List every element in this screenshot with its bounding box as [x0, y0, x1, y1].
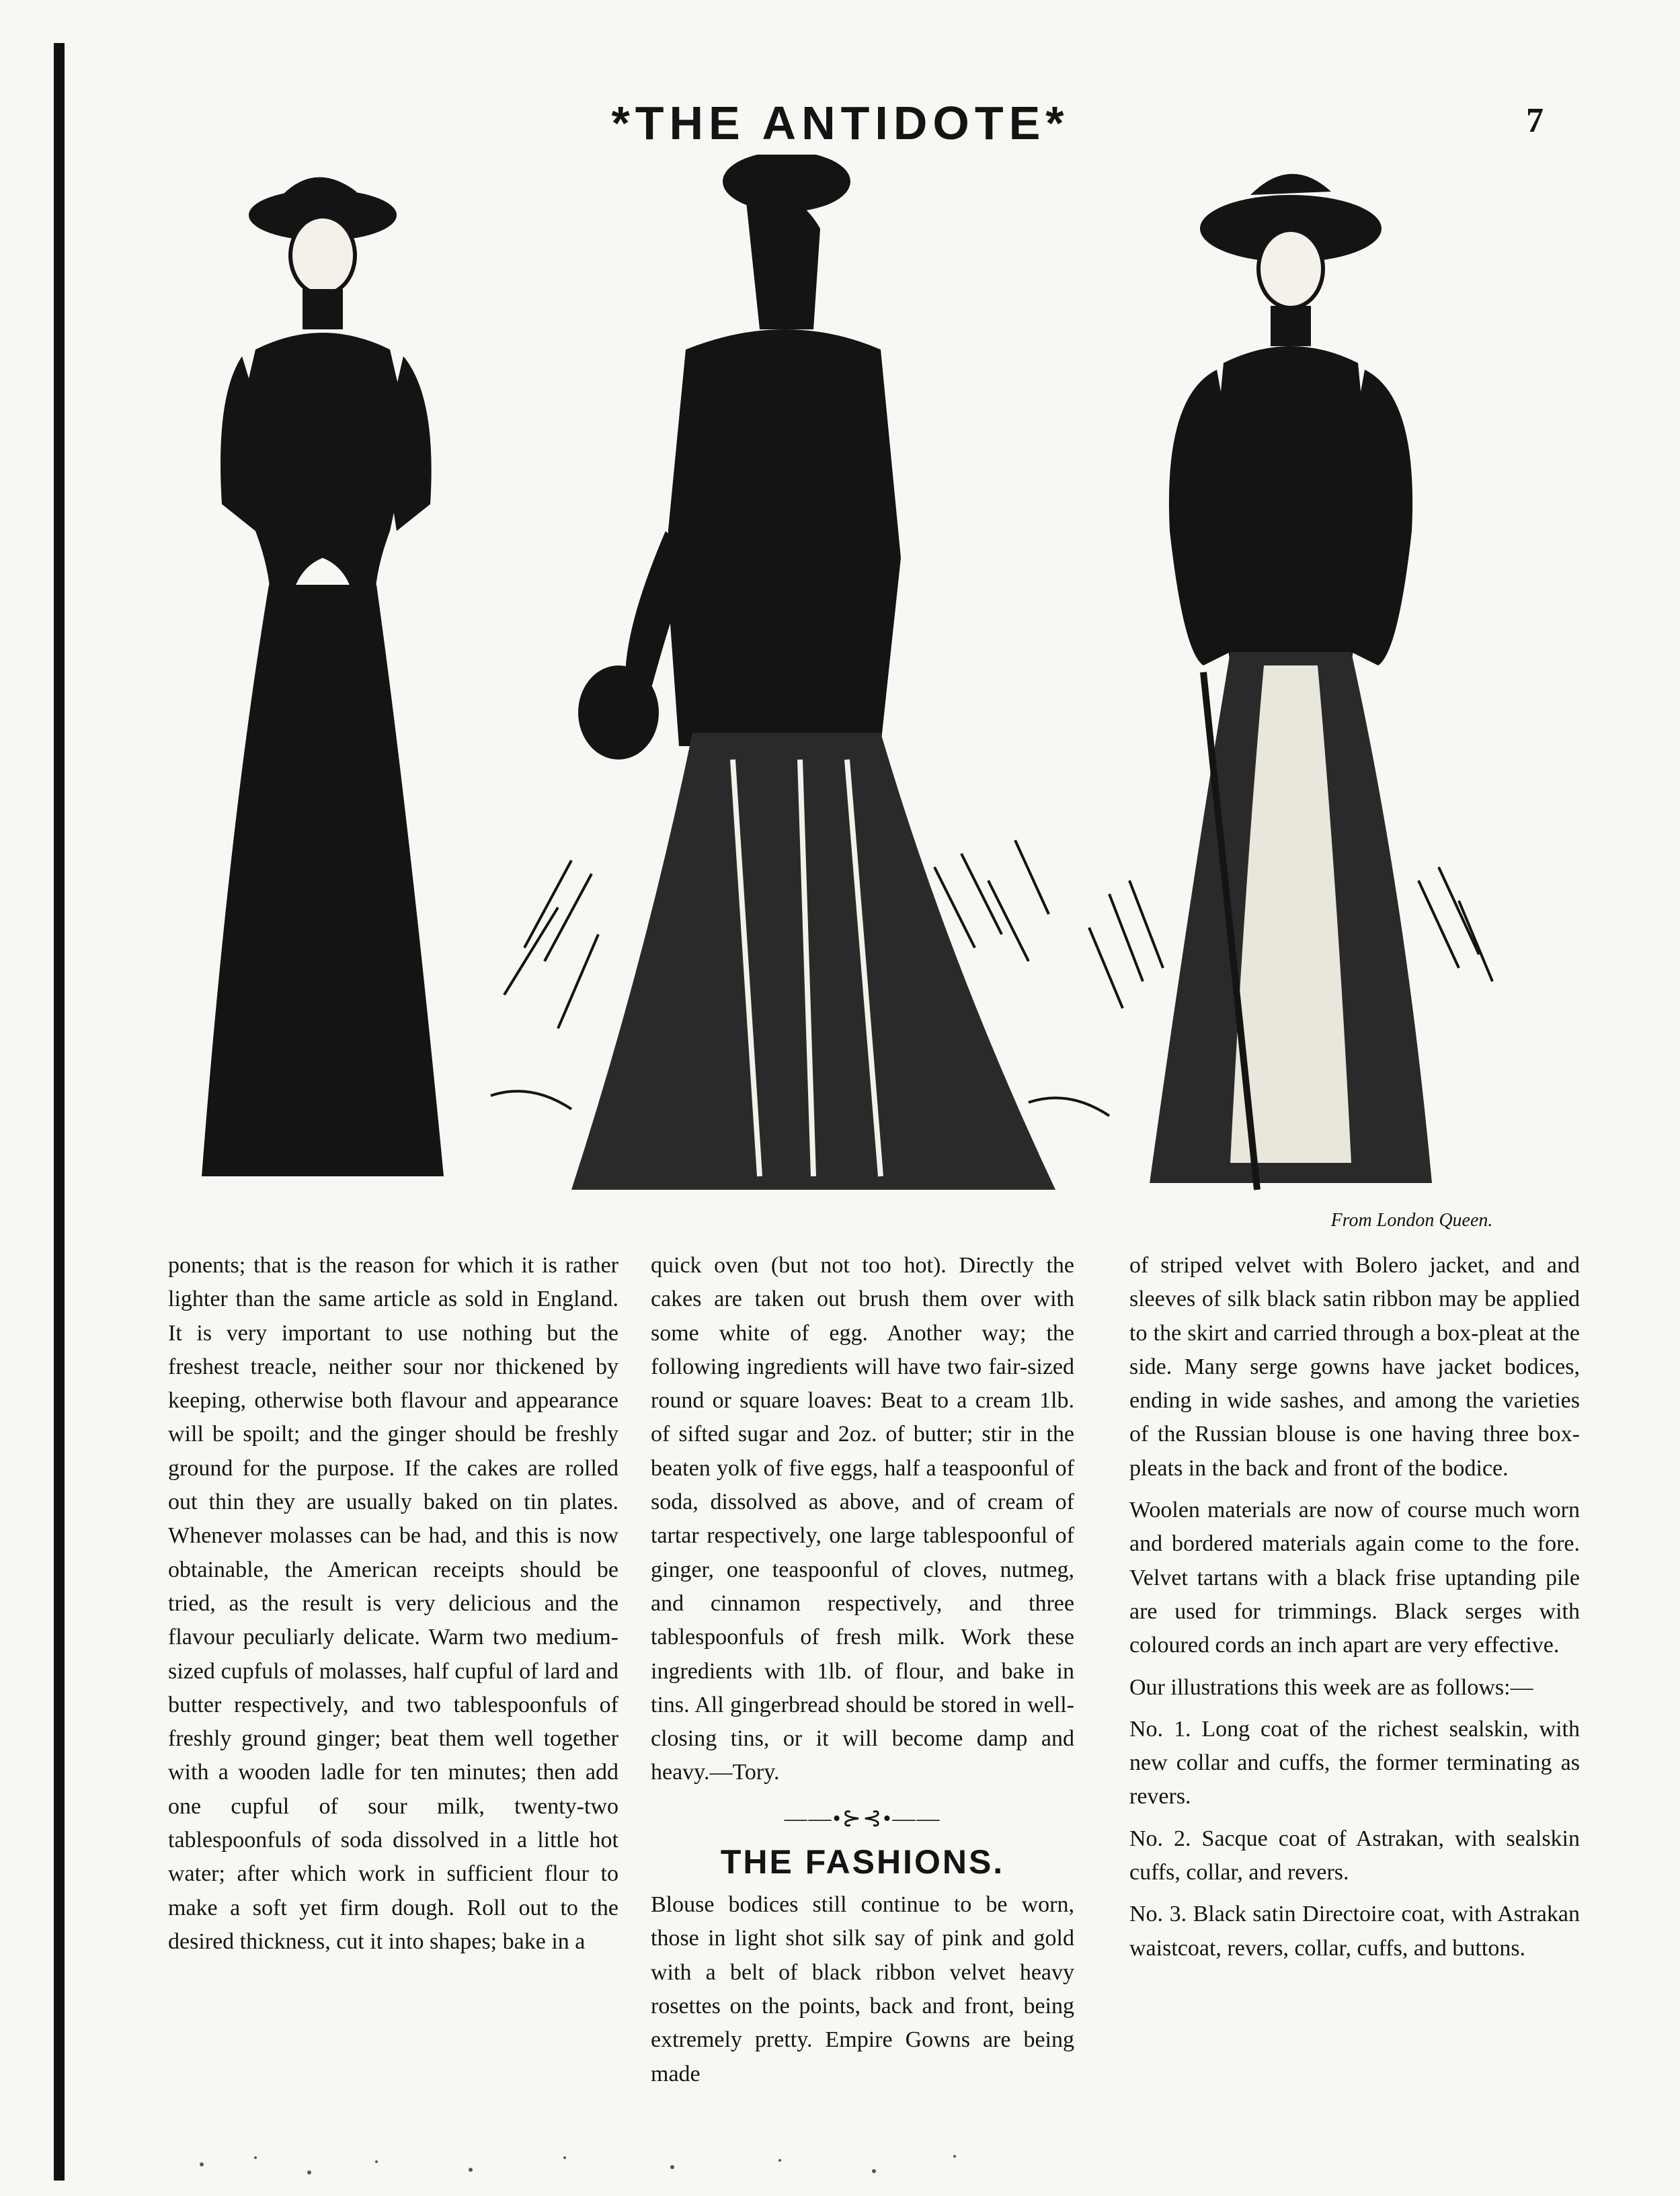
column-2-fashions-paragraph: Blouse bodices still continue to be worn, those in light shot silk say of pink and gold with a belt of black ribbon velvet heavy rosettes on the points, back and front, being extremely pretty. Empire Gowns are being made: [651, 1892, 1074, 2086]
column-3-paragraph: Our illustrations this week are as follows:—: [1129, 1674, 1533, 1700]
fashion-plate-illustration: [155, 155, 1566, 1217]
column-2: [651, 1249, 1074, 2091]
page-number: 7: [1526, 101, 1544, 140]
left-margin-rule: [54, 43, 65, 2181]
column-3-item-no3: No. 3. Black satin Directoire coat, with Astrakan waistcoat, revers, collar, cuffs, and buttons.: [1129, 1902, 1580, 1961]
column-3-item-no1: No. 1. Long coat of the richest sealskin, with new collar and cuffs, the former terminating as revers.: [1129, 1716, 1580, 1809]
illustration-credit: From London Queen.: [1330, 1210, 1493, 1231]
column-3-paragraph: of striped velvet with Bolero jacket, and and sleeves of silk black satin ribbon may be applied to the skirt and carried through a box-pleat at the side. Many serge gowns have jacket bodices, ending in wide sashes, and among the varieties of the Russian blouse is one having three box-pleats in the back and front of the bodice.: [1129, 1253, 1580, 1481]
masthead: *THE ANTIDOTE*: [611, 97, 1070, 149]
figure-2-sacque-coat: [491, 155, 1109, 1190]
column-2-paragraph: quick oven (but not too hot). Directly the cakes are taken out brush them over with some white of egg. Another way; the following ingredients will have two fair-sized round or square loaves: Beat to a cream 1lb. of sifted sugar and 2oz. of butter; stir in the beaten yolk of five eggs, half a teaspoonful of soda, dissolved as above, and of cream of tartar respectively, one large tablespoonful of ginger, one teaspoonful of cloves, nutmeg, and cinnamon respectively, and three tablespoonfuls of fresh milk. Work these ingredients with 1lb. of flour, and bake in tins. All gingerbread should be stored in well-closing tins, or it will become damp and heavy.—Tory.: [651, 1253, 1074, 1785]
column-3-paragraph: Woolen materials are now of course much worn and bordered materials again come to the fore. Velvet tartans with a black frise uptanding pile are used for trimmings. Black serges with coloured cords an inch apart are very effective.: [1129, 1498, 1580, 1658]
section-divider-ornament: ——•⊱⊰•——: [784, 1805, 941, 1831]
column-1: [168, 1249, 618, 1959]
figure-3-directoire-coat: [1089, 174, 1492, 1190]
column-1-paragraph: ponents; that is the reason for which it is rather lighter than the same article as sold in England. It is very important to use nothing but the freshest treacle, neither sour nor thickened by keeping, otherwise both flavour and appearance will be spoilt; and the ginger should be freshly ground for the purpose. If the cakes are rolled out thin they are usually baked on tin plates. Whenever molasses can be had, and this is now obtainable, the American receipts should be tried, as the result is very delicious and the flavour peculiarly delicate. Warm two medium-sized cupfuls of molasses, half cupful of lard and butter respectively, and two tablespoonfuls of freshly ground ginger; beat them well together with a wooden ladle for ten minutes; then add one cupful of sour milk, twenty-two tablespoonfuls of soda dissolved in a little hot water; after which work in sufficient flour to make a soft yet firm dough. Roll out to the desired thickness, cut it into shapes; bake in a: [168, 1253, 618, 1954]
column-3-item-no2: No. 2. Sacque coat of Astrakan, with sealskin cuffs, collar, and revers.: [1129, 1826, 1580, 1885]
print-speckle-noise: [0, 2138, 1680, 2196]
figure-1-long-coat: [202, 177, 444, 1176]
column-3: [1129, 1249, 1580, 1965]
section-title-fashions: THE FASHIONS.: [720, 1843, 1005, 1881]
